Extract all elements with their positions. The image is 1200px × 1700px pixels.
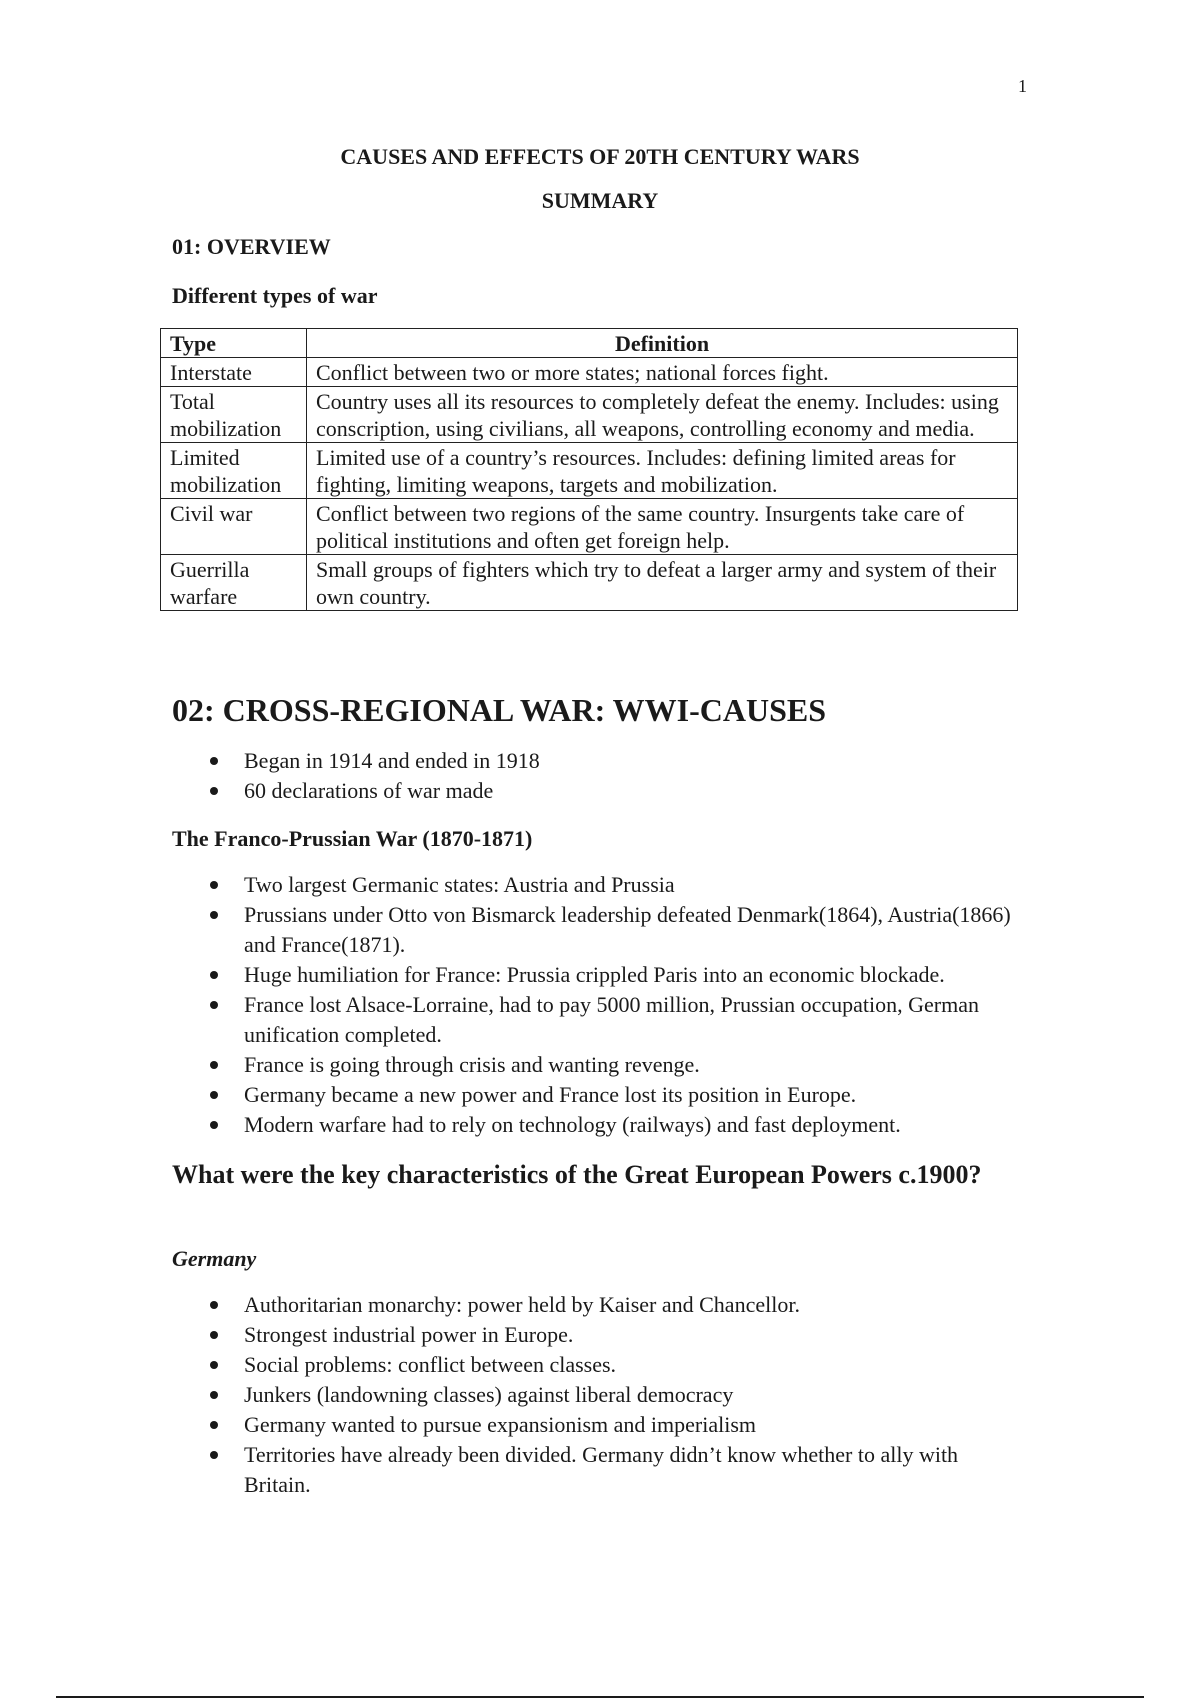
great-powers-heading: What were the key characteristics of the Great European Powers c.1900? (172, 1160, 982, 1189)
list-item: Prussians under Otto von Bismarck leadership defeated Denmark(1864), Austria(1866) and France(1871). (210, 900, 1030, 960)
footer-rule (56, 1696, 1144, 1698)
list-item: Modern warfare had to rely on technology (railways) and fast deployment. (210, 1110, 1030, 1140)
bullet-icon (210, 1091, 218, 1099)
overview-heading: 01: OVERVIEW (172, 234, 331, 259)
bullet-icon (210, 1001, 218, 1009)
war-type-cell: Limited mobilization (161, 443, 307, 499)
list-item: Began in 1914 and ended in 1918 (210, 746, 1030, 776)
bullet-icon (210, 1451, 218, 1459)
war-types-subheading: Different types of war (172, 283, 378, 308)
war-definition-cell: Limited use of a country’s resources. Includes: defining limited areas for fighting, limiting weapons, targets and mobilization. (307, 443, 1018, 499)
bullet-icon (210, 1421, 218, 1429)
wwi-causes-heading: 02: CROSS-REGIONAL WAR: WWI-CAUSES (172, 692, 827, 728)
bullet-icon (210, 757, 218, 765)
document-subtitle: SUMMARY (541, 188, 659, 213)
list-item: 60 declarations of war made (210, 776, 1030, 806)
definition-column-header: Definition (307, 329, 1018, 358)
bullet-icon (210, 1121, 218, 1129)
list-item: Strongest industrial power in Europe. (210, 1320, 1030, 1350)
type-column-header: Type (161, 329, 307, 358)
war-types-table (160, 328, 1018, 611)
table-row (161, 387, 1018, 443)
list-item: Authoritarian monarchy: power held by Kaiser and Chancellor. (210, 1290, 1030, 1320)
list-item: Germany wanted to pursue expansionism and imperialism (210, 1410, 1030, 1440)
germany-heading: Germany (172, 1246, 257, 1271)
table-row (161, 555, 1018, 611)
list-item: Junkers (landowning classes) against liberal democracy (210, 1380, 1030, 1410)
bullet-icon (210, 787, 218, 795)
war-type-cell: Interstate (161, 358, 307, 387)
bullet-icon (210, 881, 218, 889)
document-title: CAUSES AND EFFECTS OF 20TH CENTURY WARS (340, 144, 860, 169)
bullet-icon (210, 1361, 218, 1369)
bullet-icon (210, 971, 218, 979)
table-row (161, 499, 1018, 555)
war-definition-cell: Small groups of fighters which try to defeat a larger army and system of their own country. (307, 555, 1018, 611)
franco-prussian-heading: The Franco-Prussian War (1870-1871) (172, 826, 533, 851)
war-definition-cell: Conflict between two or more states; national forces fight. (307, 358, 1018, 387)
war-type-cell: Total mobilization (161, 387, 307, 443)
franco-prussian-bullet-list (210, 870, 1030, 1140)
bullet-icon (210, 1331, 218, 1339)
war-definition-cell: Country uses all its resources to completely defeat the enemy. Includes: using conscription, using civilians, all weapons, controlling economy and media. (307, 387, 1018, 443)
war-type-cell: Guerrilla warfare (161, 555, 307, 611)
war-type-cell: Civil war (161, 499, 307, 555)
page-number: 1 (1018, 76, 1027, 96)
list-item: France is going through crisis and wanting revenge. (210, 1050, 1030, 1080)
table-row (161, 358, 1018, 387)
table-row (161, 443, 1018, 499)
list-item: France lost Alsace-Lorraine, had to pay 5000 million, Prussian occupation, German unification completed. (210, 990, 1030, 1050)
bullet-icon (210, 1391, 218, 1399)
war-definition-cell: Conflict between two regions of the same country. Insurgents take care of political institutions and often get foreign help. (307, 499, 1018, 555)
table-header-row (161, 329, 1018, 358)
bullet-icon (210, 911, 218, 919)
list-item: Germany became a new power and France lost its position in Europe. (210, 1080, 1030, 1110)
list-item: Two largest Germanic states: Austria and Prussia (210, 870, 1030, 900)
germany-bullet-list (210, 1290, 1030, 1500)
bullet-icon (210, 1061, 218, 1069)
wwi-bullet-list (210, 746, 1030, 806)
bullet-icon (210, 1301, 218, 1309)
list-item: Huge humiliation for France: Prussia crippled Paris into an economic blockade. (210, 960, 1030, 990)
list-item: Social problems: conflict between classes. (210, 1350, 1030, 1380)
list-item: Territories have already been divided. Germany didn’t know whether to ally with Britain. (210, 1440, 1030, 1500)
